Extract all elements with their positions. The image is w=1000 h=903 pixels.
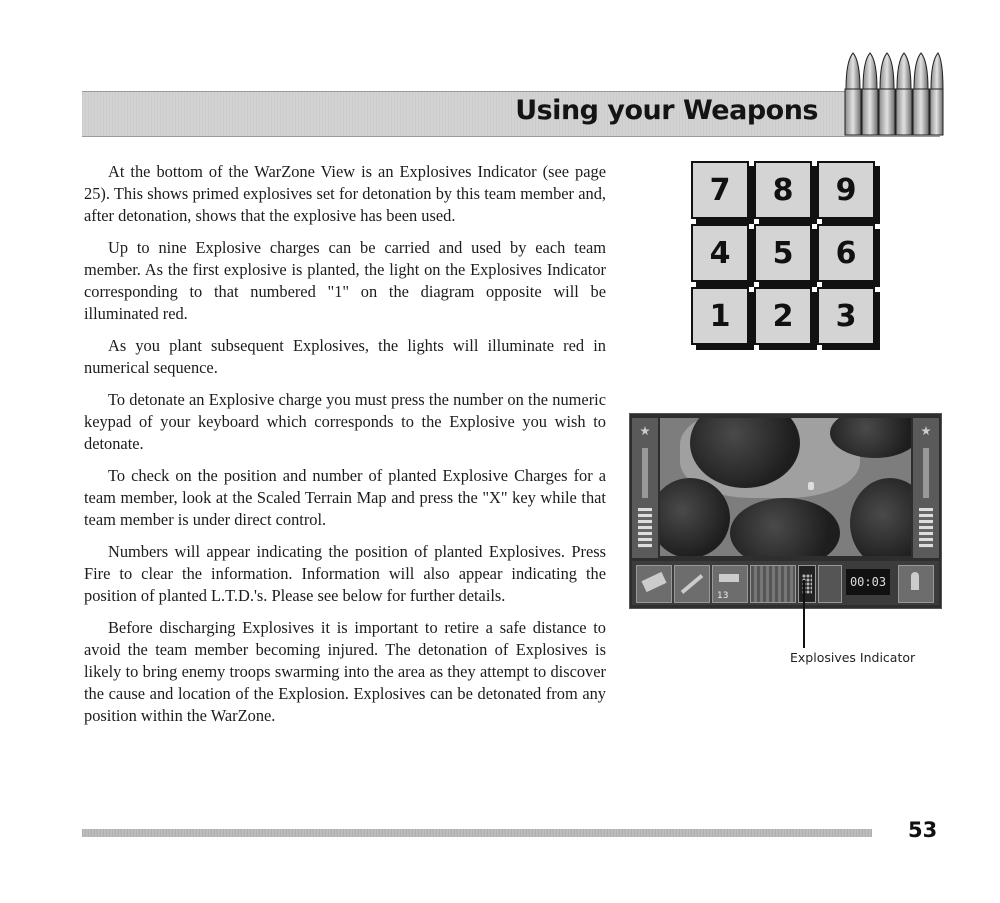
- equipment-slot: [818, 565, 842, 603]
- paragraph: Numbers will appear indicating the position of planted Explosives. Press Fire to clear the information. Information will also appear indicating the position of planted L.T.D.'s. Please see below for further details.: [84, 542, 606, 605]
- body-text: [84, 161, 606, 737]
- paragraph: To detonate an Explosive charge you must press the number on the numeric keypad of your keyboard which corresponds to the Explosive you wish to detonate.: [84, 390, 606, 453]
- mission-timer: 00:03: [846, 569, 890, 595]
- keypad-key-3: 3: [817, 287, 875, 345]
- weapon-slot: [636, 565, 672, 603]
- up-arrow-icon: [919, 508, 933, 548]
- up-arrow-icon: [638, 508, 652, 548]
- section-header-bar: [82, 91, 940, 137]
- bullets-icon: [842, 49, 944, 139]
- soldier-icon: [808, 482, 814, 490]
- keypad-key-7: 7: [691, 161, 749, 219]
- joystick-icon: [911, 572, 919, 590]
- keypad-key-8: 8: [754, 161, 812, 219]
- paragraph: Up to nine Explosive charges can be carried and used by each team member. As the first explosive is planted, the light on the Explosives Indicator corresponding to that numbered "1" on the diagram opposite will be illuminated red.: [84, 238, 606, 323]
- right-status-panel: [913, 418, 939, 558]
- weapon-slot: [712, 565, 748, 603]
- keypad-key-9: 9: [817, 161, 875, 219]
- paragraph: Before discharging Explosives it is important to retire a safe distance to avoid the team member becoming injured. The detonation of Explosives is likely to bring enemy troops swarming into the area as they attempt to discover the cause and location of the Explosion. Explosives can be detonated from any position within the WarZone.: [84, 618, 606, 725]
- callout-line: [803, 580, 805, 648]
- keypad-key-1: 1: [691, 287, 749, 345]
- pistol-icon: [719, 574, 739, 582]
- keypad-key-6: 6: [817, 224, 875, 282]
- warzone-view-screenshot: [629, 413, 942, 609]
- health-gauge: [642, 448, 648, 498]
- figure-caption: Explosives Indicator: [790, 650, 916, 665]
- weapon-slot: [674, 565, 710, 603]
- paragraph: At the bottom of the WarZone View is an Explosives Indicator (see page 25). This shows primed explosives set for detonation by this team member and, after detonation, shows that the explosive has been used.: [84, 162, 606, 225]
- hud-panel: [632, 561, 939, 605]
- knife-icon: [641, 572, 666, 592]
- star-icon: [921, 426, 931, 436]
- terrain-map: [660, 418, 911, 556]
- joystick-slot: [898, 565, 934, 603]
- keypad-key-5: 5: [754, 224, 812, 282]
- footer-bar: [82, 829, 872, 837]
- left-status-panel: [632, 418, 658, 558]
- health-gauge: [923, 448, 929, 498]
- paragraph: To check on the position and number of planted Explosive Charges for a team member, look at the Scaled Terrain Map and press the "X" key while that team member is under direct control.: [84, 466, 606, 529]
- ammo-count: 13: [717, 591, 729, 601]
- keypad-key-4: 4: [691, 224, 749, 282]
- explosives-indicator: [798, 565, 816, 603]
- explosives-keypad-diagram: [689, 159, 883, 353]
- page-number: 53: [908, 818, 938, 842]
- section-title: Using your Weapons: [515, 95, 818, 126]
- inventory-grid: [750, 565, 796, 603]
- star-icon: [640, 426, 650, 436]
- paragraph: As you plant subsequent Explosives, the lights will illuminate red in numerical sequence.: [84, 336, 606, 377]
- rifle-icon: [681, 574, 703, 594]
- keypad-key-2: 2: [754, 287, 812, 345]
